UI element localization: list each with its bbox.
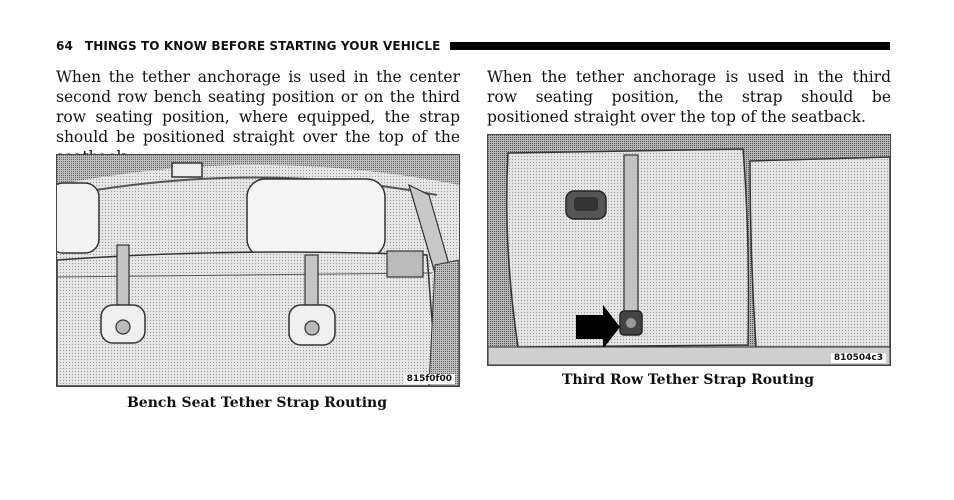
- right-paragraph: When the tether anchorage is used in the third row seating position, the strap should be positioned straight over the top of the seatback.: [487, 68, 891, 126]
- header-rule: [450, 42, 890, 50]
- figure-code: 810504c3: [831, 353, 886, 363]
- page-number: 64: [56, 39, 73, 53]
- bench-seat-illustration: [57, 155, 459, 386]
- right-column: [487, 67, 891, 127]
- running-title: THINGS TO KNOW BEFORE STARTING YOUR VEHICLE: [84, 39, 441, 53]
- figure-code: 815f0f00: [404, 374, 455, 384]
- bench-seat-caption: Bench Seat Tether Strap Routing: [126, 395, 388, 411]
- third-row-illustration: [488, 135, 890, 365]
- page-header: [56, 37, 890, 55]
- left-paragraph: When the tether anchorage is used in the center second row bench seating position or on the third row seating position, where equipped, the strap should be positioned straight over the top of the: [56, 68, 460, 146]
- third-row-caption: Third Row Tether Strap Routing: [562, 372, 814, 388]
- bench-seat-figure: [56, 154, 460, 387]
- left-column: [56, 67, 460, 167]
- third-row-figure: [487, 134, 891, 366]
